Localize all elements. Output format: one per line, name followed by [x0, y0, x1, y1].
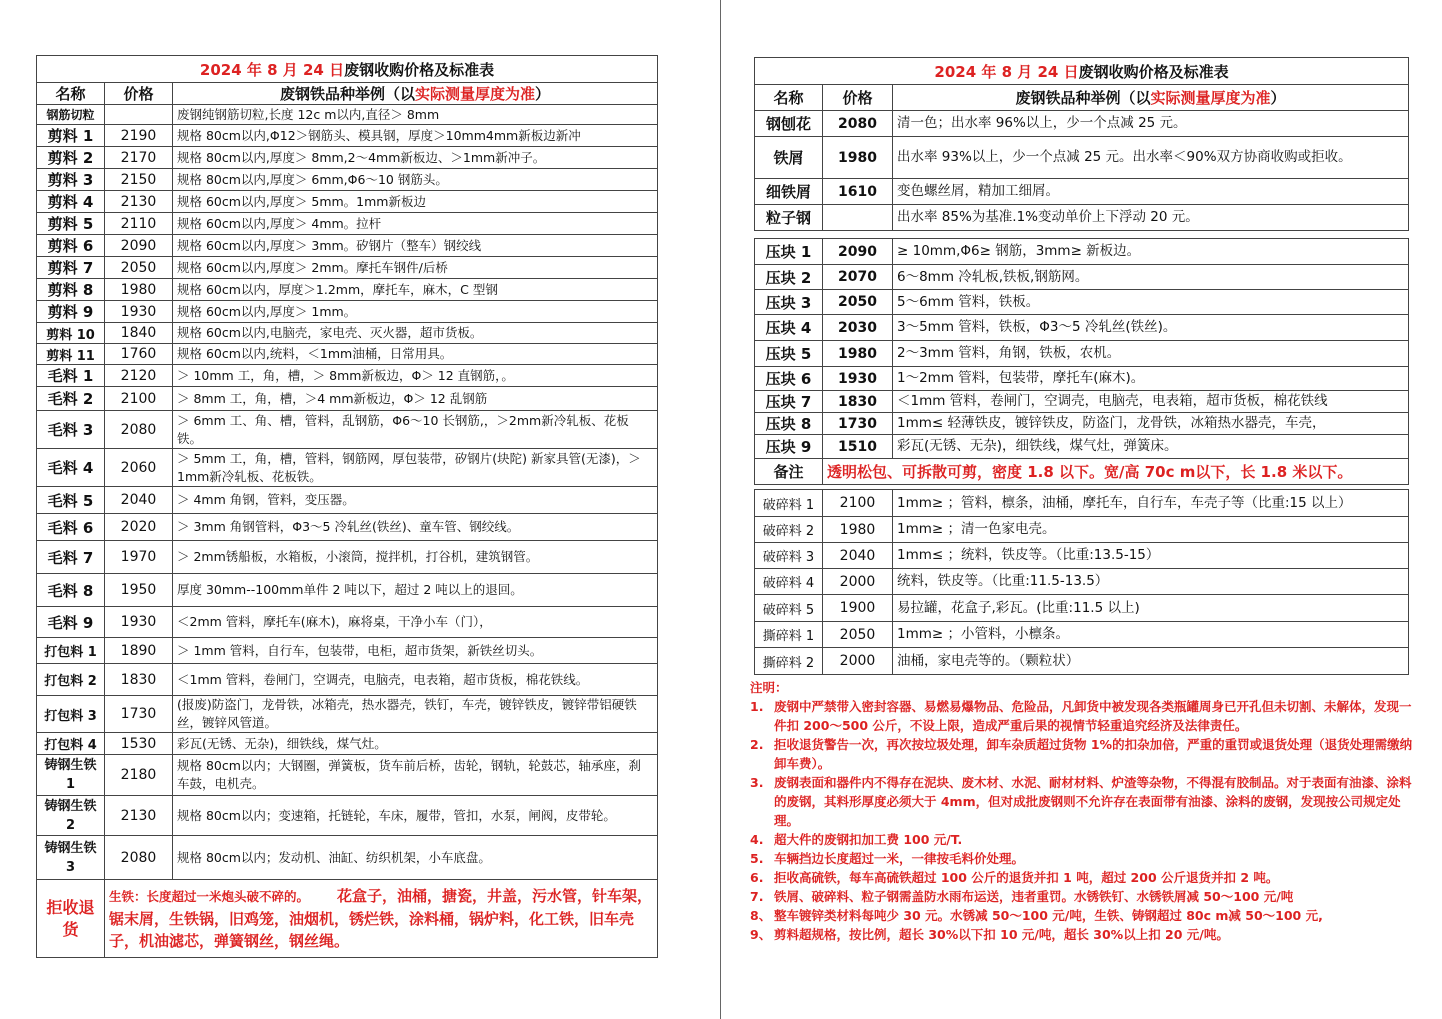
row-name: 毛料 5 [37, 487, 105, 514]
row-price: 2090 [823, 239, 893, 265]
table-row [755, 265, 1409, 290]
remark-label: 备注 [755, 459, 823, 485]
row-desc: ＞ 4mm 角钢，管料，变压器。 [173, 487, 658, 514]
note-number: 4. [750, 832, 764, 847]
table-row [37, 514, 658, 541]
row-name: 毛料 6 [37, 514, 105, 541]
row-price: 2110 [105, 213, 173, 235]
table-row [37, 607, 658, 638]
table-row [37, 755, 658, 796]
row-price: 1930 [823, 367, 893, 391]
table-row [37, 733, 658, 755]
row-desc: ＜1mm 管料，卷闸门，空调壳，电脑壳，电表箱，超市货板，棉花铁线 [893, 391, 1409, 413]
row-desc: 清一色；出水率 96%以上，少一个点减 25 元。 [893, 111, 1409, 137]
row-price: 1930 [105, 607, 173, 638]
row-desc: 规格 80cm以内,厚度＞ 8mm,2～4mm新板边、＞1mm新冲子。 [173, 147, 658, 169]
table-row [37, 147, 658, 169]
note-text: 铁屑、破碎料、粒子钢需盖防水雨布运送，违者重罚。水锈铁钉、水锈铁屑减 50～100 元/吨 [774, 889, 1294, 904]
row-name: 毛料 9 [37, 607, 105, 638]
table-row [755, 179, 1409, 205]
table-row [37, 387, 658, 411]
note-text: 拒收高硫铁，每车高硫铁超过 100 公斤的退货并扣 1 吨，超过 200 公斤退货并扣 2 吨。 [774, 870, 1279, 885]
reject-label: 拒收退货 [37, 880, 105, 958]
row-price: 2170 [105, 147, 173, 169]
row-price: 2090 [105, 235, 173, 257]
row-name: 撕碎料 1 [755, 622, 823, 648]
note-item [750, 735, 1420, 773]
row-name: 毛料 4 [37, 449, 105, 487]
crushed-price-table [754, 489, 1409, 675]
table-row [755, 111, 1409, 137]
table-row [37, 235, 658, 257]
row-price: 1930 [105, 301, 173, 323]
table-row [755, 315, 1409, 341]
table-row [755, 341, 1409, 367]
row-price: 1510 [823, 435, 893, 459]
row-name: 剪料 5 [37, 213, 105, 235]
row-name: 剪料 11 [37, 344, 105, 365]
row-price: 2050 [105, 257, 173, 279]
row-price: 1730 [823, 413, 893, 435]
row-price: 2080 [105, 411, 173, 449]
table-row [37, 365, 658, 387]
row-price [105, 105, 173, 125]
left-price-table [36, 55, 658, 958]
row-name: 压块 7 [755, 391, 823, 413]
table-row [755, 543, 1409, 569]
remark-row [755, 459, 1409, 485]
row-desc: 易拉罐，花盒子,彩瓦。(比重:11.5 以上) [893, 595, 1409, 622]
right-title: 2024 年 8 月 24 日废钢收购价格及标准表 [755, 58, 1409, 85]
reject-row [37, 880, 658, 958]
row-desc: 1mm≥ ；清一色家电壳。 [893, 517, 1409, 543]
row-name: 剪料 8 [37, 279, 105, 301]
row-price: 1980 [823, 517, 893, 543]
row-price: 1900 [823, 595, 893, 622]
table-row [37, 487, 658, 514]
row-desc: ＞ 3mm 角钢管料，Φ3～5 冷轧丝(铁丝)、童车管、钢绞线。 [173, 514, 658, 541]
note-item [750, 887, 1420, 906]
note-text: 废钢表面和器件内不得存在泥块、废木材、水泥、耐材材料、炉渣等杂物，不得混有胶制品。对于表面有油漆、涂料的废钢，其料形厚度必须大于 4mm，但对成批废钢则不允许存在表面带有油漆、涂料的废钢，发现按公司规定处理。 [774, 775, 1412, 828]
row-desc: ＞ 1mm 管料，自行车，包装带，电柜，超市货架，新铁丝切头。 [173, 638, 658, 664]
row-name: 剪料 6 [37, 235, 105, 257]
row-name: 铁屑 [755, 137, 823, 179]
row-name: 钢筋切粒 [37, 105, 105, 125]
row-name: 毛料 1 [37, 365, 105, 387]
remark-text: 透明松包、可拆散可剪，密度 1.8 以下。宽/高 70c m以下，长 1.8 米以下。 [823, 459, 1409, 485]
page-divider [720, 0, 721, 1019]
table-row [37, 169, 658, 191]
table-row [37, 836, 658, 880]
row-desc: 彩瓦(无锈、无杂)，细铁线，煤气灶。 [173, 733, 658, 755]
reject-intro: 生铁：长度超过一米炮头破不碎的。 [109, 889, 310, 904]
table-row [755, 391, 1409, 413]
row-desc: 规格 60cm以内,电脑壳，家电壳、灭火器，超市货板。 [173, 323, 658, 344]
table-row [755, 622, 1409, 648]
row-desc: 6～8mm 冷轧板,铁板,钢筋网。 [893, 265, 1409, 290]
row-desc: ≥ 10mm,Φ6≥ 钢筋，3mm≥ 新板边。 [893, 239, 1409, 265]
row-name: 压块 5 [755, 341, 823, 367]
table-row [37, 257, 658, 279]
row-name: 破碎料 5 [755, 595, 823, 622]
note-item [750, 925, 1420, 944]
row-name: 毛料 2 [37, 387, 105, 411]
row-price: 2080 [823, 111, 893, 137]
row-price: 1830 [823, 391, 893, 413]
row-price: 1950 [105, 574, 173, 607]
row-price: 1610 [823, 179, 893, 205]
row-name: 剪料 3 [37, 169, 105, 191]
row-name: 钢刨花 [755, 111, 823, 137]
row-desc: 变色螺丝屑，精加工细屑。 [893, 179, 1409, 205]
row-name: 破碎料 4 [755, 569, 823, 595]
reject-list: 花盒子，油桶，搪瓷，井盖，污水管，针车架，锯末屑，生铁锅，旧鸡笼，油烟机，锈烂铁，涂料桶，锅炉料，化工铁，旧车壳子，机油滤芯，弹簧钢丝，钢丝绳。 [109, 887, 653, 950]
row-desc: 规格 60cm以内,厚度＞ 4mm。拉杆 [173, 213, 658, 235]
row-name: 毛料 3 [37, 411, 105, 449]
row-price: 2150 [105, 169, 173, 191]
row-price: 1970 [105, 541, 173, 574]
note-text: 超大件的废钢扣加工费 100 元/T. [774, 832, 963, 847]
row-name: 剪料 4 [37, 191, 105, 213]
row-desc: 厚度 30mm--100mm单件 2 吨以下，超过 2 吨以上的退回。 [173, 574, 658, 607]
row-desc: 规格 80cm以内；大钢圈，弹簧板，货车前后桥，齿轮，钢轨，轮鼓芯，轴承座，刹车鼓，电机壳。 [173, 755, 658, 796]
row-name: 撕碎料 2 [755, 648, 823, 675]
row-desc: 1mm≤ ；统料，铁皮等。（比重:13.5-15） [893, 543, 1409, 569]
row-name: 压块 1 [755, 239, 823, 265]
row-price: 2020 [105, 514, 173, 541]
row-desc: 规格 80cm以内,Φ12＞钢筋头、模具钢，厚度＞10mm4mm新板边新冲 [173, 125, 658, 147]
row-desc: (报废)防盗门，龙骨铁，冰箱壳，热水器壳，铁钉，车壳，镀锌铁皮，镀锌带铝硬铁丝，镀锌风管道。 [173, 696, 658, 733]
right-price-table [754, 57, 1409, 231]
note-number: 2. [750, 737, 764, 752]
note-text: 车辆挡边长度超过一米，一律按毛料价处理。 [774, 851, 1025, 866]
row-desc: 彩瓦(无锈、无杂)，细铁线，煤气灶，弹簧床。 [893, 435, 1409, 459]
row-desc: 统料，铁皮等。（比重:11.5-13.5） [893, 569, 1409, 595]
table-row [37, 105, 658, 125]
note-number: 6. [750, 870, 764, 885]
row-price: 2040 [823, 543, 893, 569]
row-desc: 1mm≤ 轻薄铁皮，镀锌铁皮，防盗门，龙骨铁，冰箱热水器壳，车壳， [893, 413, 1409, 435]
note-number: 1. [750, 699, 764, 714]
row-name: 压块 9 [755, 435, 823, 459]
note-text: 拒收退货警告一次，再次按垃圾处理，卸车杂质超过货物 1%的扣杂加倍，严重的重罚或退货处理（退货处理需缴纳卸车费）。 [774, 737, 1413, 771]
row-desc: 1～2mm 管料，包装带，摩托车(麻木)。 [893, 367, 1409, 391]
row-name: 压块 3 [755, 290, 823, 315]
note-number: 9、 [750, 927, 772, 942]
row-price: 2040 [105, 487, 173, 514]
row-desc: ＜2mm 管料，摩托车(麻木)，麻将桌，干净小车（门）， [173, 607, 658, 638]
row-price: 2130 [105, 796, 173, 836]
row-name: 压块 2 [755, 265, 823, 290]
table-row [755, 435, 1409, 459]
row-name: 铸钢生铁 1 [37, 755, 105, 796]
header-desc: 废钢铁品种举例（以实际测量厚度为准） [893, 85, 1409, 111]
row-price: 1890 [105, 638, 173, 664]
row-desc: 规格 80cm以内,厚度＞ 6mm,Φ6～10 钢筋头。 [173, 169, 658, 191]
row-price: 1760 [105, 344, 173, 365]
row-price: 1980 [823, 137, 893, 179]
row-name: 粒子钢 [755, 205, 823, 231]
row-desc: 5～6mm 管料，铁板。 [893, 290, 1409, 315]
reject-text [105, 880, 658, 958]
row-desc: 规格 80cm以内；发动机、油缸、纺织机架，小车底盘。 [173, 836, 658, 880]
row-name: 剪料 2 [37, 147, 105, 169]
row-desc: ＞ 10mm 工，角，槽，＞ 8mm新板边，Φ＞ 12 直钢筋，。 [173, 365, 658, 387]
header-name: 名称 [755, 85, 823, 111]
row-name: 细铁屑 [755, 179, 823, 205]
row-price: 2060 [105, 449, 173, 487]
table-row [37, 125, 658, 147]
table-row [37, 449, 658, 487]
note-text: 废钢中严禁带入密封容器、易燃易爆物品、危险品，凡卸货中被发现各类瓶罐周身已开孔但未切割、未解体，发现一件扣 200～500 公斤，不设上限，造成严重后果的视情节轻重追究经济及法律责任。 [774, 699, 1412, 733]
table-row [755, 648, 1409, 675]
row-name: 剪料 7 [37, 257, 105, 279]
row-price: 2100 [105, 387, 173, 411]
row-price: 2180 [105, 755, 173, 796]
note-number: 8、 [750, 908, 772, 923]
table-row [755, 290, 1409, 315]
table-row [755, 239, 1409, 265]
row-desc: 规格 60cm以内,厚度＞ 5mm。1mm新板边 [173, 191, 658, 213]
row-desc: 3～5mm 管料，铁板，Φ3～5 冷轧丝(铁丝)。 [893, 315, 1409, 341]
note-number: 3. [750, 775, 764, 790]
note-item [750, 868, 1420, 887]
table-row [37, 664, 658, 696]
table-row [37, 796, 658, 836]
table-row [37, 301, 658, 323]
row-name: 毛料 7 [37, 541, 105, 574]
note-text: 整车镀锌类材料每吨少 30 元。水锈减 50～100 元/吨，生铁、铸钢超过 80c m减 50～100 元, [774, 908, 1323, 923]
row-desc: 出水率 85%为基准.1%变动单价上下浮动 20 元。 [893, 205, 1409, 231]
table-row [37, 191, 658, 213]
header-price: 价格 [105, 83, 173, 105]
row-price: 2030 [823, 315, 893, 341]
row-price: 2120 [105, 365, 173, 387]
row-name: 铸钢生铁 3 [37, 836, 105, 880]
table-row [37, 541, 658, 574]
row-name: 破碎料 3 [755, 543, 823, 569]
row-price: 2100 [823, 490, 893, 517]
row-price: 1840 [105, 323, 173, 344]
note-text: 剪料超规格，按比例，超长 30%以下扣 10 元/吨，超长 30%以上扣 20 元/吨。 [774, 927, 1229, 942]
row-desc: 规格 60cm以内,厚度＞ 1mm。 [173, 301, 658, 323]
row-price: 1980 [823, 341, 893, 367]
row-name: 破碎料 2 [755, 517, 823, 543]
note-item [750, 830, 1420, 849]
left-title: 2024 年 8 月 24 日废钢收购价格及标准表 [37, 56, 658, 83]
row-price: 2000 [823, 569, 893, 595]
row-price: 1980 [105, 279, 173, 301]
row-price: 2050 [823, 290, 893, 315]
row-name: 毛料 8 [37, 574, 105, 607]
row-name: 剪料 9 [37, 301, 105, 323]
row-desc: 1mm≥ ；小管料，小檩条。 [893, 622, 1409, 648]
table-row [755, 569, 1409, 595]
note-item [750, 773, 1420, 830]
row-price: 1730 [105, 696, 173, 733]
table-row [755, 517, 1409, 543]
row-name: 打包料 1 [37, 638, 105, 664]
row-name: 剪料 10 [37, 323, 105, 344]
table-row [37, 323, 658, 344]
row-price: 2070 [823, 265, 893, 290]
notes-title: 注明： [750, 680, 788, 695]
row-desc: 2～3mm 管料，角钢，铁板，农机。 [893, 341, 1409, 367]
table-row [37, 344, 658, 365]
row-name: 压块 8 [755, 413, 823, 435]
note-item [750, 849, 1420, 868]
table-row [755, 413, 1409, 435]
block-price-table [754, 238, 1409, 485]
row-desc: ＞ 2mm锈船板，水箱板，小滚筒，搅拌机，打谷机，建筑钢管。 [173, 541, 658, 574]
row-desc: ＞ 8mm 工，角，槽，＞4 mm新板边，Φ＞ 12 乱钢筋 [173, 387, 658, 411]
table-row [755, 205, 1409, 231]
header-name: 名称 [37, 83, 105, 105]
table-row [37, 279, 658, 301]
row-desc: ＞ 6mm 工、角、槽，管料，乱钢筋，Φ6～10 长钢筋,，＞2mm新冷轧板、花板铁。 [173, 411, 658, 449]
row-price: 2000 [823, 648, 893, 675]
note-number: 5. [750, 851, 764, 866]
row-name: 打包料 4 [37, 733, 105, 755]
row-desc: ＜1mm 管料，卷闸门，空调壳，电脑壳，电表箱，超市货板，棉花铁线。 [173, 664, 658, 696]
row-desc: 废钢纯钢筋切粒,长度 12c m以内,直径＞ 8mm [173, 105, 658, 125]
row-name: 压块 6 [755, 367, 823, 391]
row-desc: 规格 80cm以内；变速箱，托链轮，车床，履带，管扣，水泵，闸阀，皮带轮。 [173, 796, 658, 836]
header-desc: 废钢铁品种举例（以实际测量厚度为准） [173, 83, 658, 105]
row-desc: 规格 60cm以内,厚度＞ 2mm。摩托车钢件/后桥 [173, 257, 658, 279]
table-row [755, 137, 1409, 179]
table-row [755, 490, 1409, 517]
row-desc: 规格 60cm以内,统料，＜1mm油桶，日常用具。 [173, 344, 658, 365]
row-price: 1530 [105, 733, 173, 755]
row-desc: 出水率 93%以上，少一个点减 25 元。出水率＜90%双方协商收购或拒收。 [893, 137, 1409, 179]
table-row [755, 367, 1409, 391]
note-item [750, 906, 1420, 925]
row-name: 剪料 1 [37, 125, 105, 147]
row-price: 2050 [823, 622, 893, 648]
row-desc: 规格 60cm以内,厚度＞ 3mm。矽钢片（整车）钢绞线 [173, 235, 658, 257]
table-row [37, 638, 658, 664]
row-desc: 1mm≥ ；管料，檩条，油桶，摩托车，自行车，车壳子等（比重:15 以上） [893, 490, 1409, 517]
row-name: 打包料 3 [37, 696, 105, 733]
table-row [37, 213, 658, 235]
row-price [823, 205, 893, 231]
table-row [37, 574, 658, 607]
note-number: 7. [750, 889, 764, 904]
row-name: 打包料 2 [37, 664, 105, 696]
row-price: 1830 [105, 664, 173, 696]
row-desc: 油桶，家电壳等的。（颗粒状） [893, 648, 1409, 675]
row-name: 铸钢生铁 2 [37, 796, 105, 836]
row-name: 破碎料 1 [755, 490, 823, 517]
note-item [750, 697, 1420, 735]
row-price: 2080 [105, 836, 173, 880]
row-price: 2130 [105, 191, 173, 213]
header-price: 价格 [823, 85, 893, 111]
table-row [37, 696, 658, 733]
row-desc: ＞ 5mm 工，角，槽，管料，钢筋网，厚包装带，矽钢片(块陀) 新家具管(无漆)，＞1mm新冷轧板、花板铁。 [173, 449, 658, 487]
table-row [755, 595, 1409, 622]
row-desc: 规格 60cm以内，厚度＞1.2mm，摩托车，麻木，C 型钢 [173, 279, 658, 301]
row-name: 压块 4 [755, 315, 823, 341]
row-price: 2190 [105, 125, 173, 147]
table-row [37, 411, 658, 449]
notes-section [750, 678, 1420, 944]
